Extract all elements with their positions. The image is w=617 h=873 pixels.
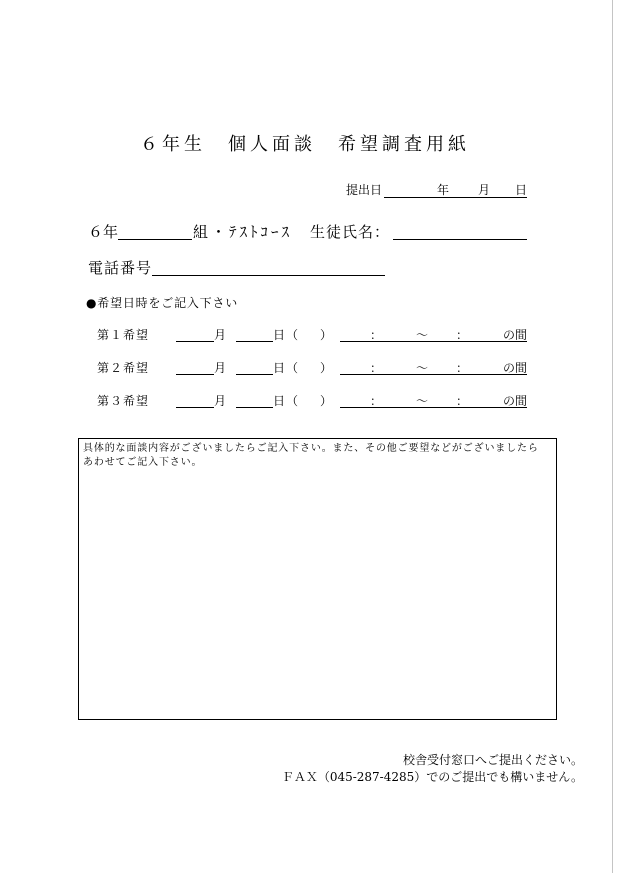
month-label: 月 [214, 361, 227, 375]
time-range-blank-line [340, 341, 527, 342]
submission-date-blank-line [384, 197, 527, 198]
student-info-row [0, 223, 600, 243]
day-blank-line [236, 374, 273, 375]
end-time-colon: ： [456, 361, 469, 375]
grade-label: ６年 [88, 223, 119, 241]
preference-label: 第１希望 [97, 328, 150, 342]
day-blank-line [236, 341, 273, 342]
time-range-tilde: ～ [416, 328, 429, 342]
submission-day-label: 日 [515, 183, 528, 197]
time-range-blank-line [340, 407, 527, 408]
between-label: の間 [503, 394, 528, 408]
weekday-paren-close: ） [320, 328, 333, 342]
between-label: の間 [503, 361, 528, 375]
day-label: 日 [273, 361, 286, 375]
day-blank-line [236, 407, 273, 408]
preference-label: 第２希望 [97, 361, 150, 375]
student-name-label: 生徒氏名： [310, 223, 391, 241]
submission-year-label: 年 [437, 183, 450, 197]
time-range-tilde: ～ [416, 361, 429, 375]
submission-month-label: 月 [478, 183, 491, 197]
preference-row [0, 361, 600, 377]
page-edge-line [612, 0, 613, 873]
phone-blank-line [152, 275, 385, 276]
month-label: 月 [214, 394, 227, 408]
phone-label: 電話番号 [88, 259, 153, 277]
start-time-colon: ： [370, 328, 383, 342]
weekday-paren-close: ） [320, 361, 333, 375]
phone-row [0, 259, 600, 279]
weekday-paren-open: （ [286, 328, 299, 342]
document-title: ６年生 個人面談 希望調査用紙 [140, 134, 470, 155]
preference-row [0, 394, 600, 410]
preference-label: 第３希望 [97, 394, 150, 408]
day-label: 日 [273, 394, 286, 408]
preferences-heading: ●希望日時をご記入下さい [86, 296, 239, 310]
end-time-colon: ： [456, 394, 469, 408]
student-name-blank-line [393, 239, 527, 240]
weekday-paren-open: （ [286, 394, 299, 408]
comments-prompt-line: あわせてご記入下さい。 [83, 457, 203, 468]
footer-submission-note: 校舎受付窓口へご提出ください。 [402, 753, 583, 767]
class-blank-line [118, 239, 192, 240]
start-time-colon: ： [370, 394, 383, 408]
comments-box [78, 438, 557, 720]
end-time-colon: ： [456, 328, 469, 342]
submission-date-label: 提出日 [346, 183, 383, 197]
month-blank-line [176, 374, 214, 375]
month-label: 月 [214, 328, 227, 342]
month-blank-line [176, 407, 214, 408]
time-range-blank-line [340, 374, 527, 375]
time-range-tilde: ～ [416, 394, 429, 408]
month-blank-line [176, 341, 214, 342]
start-time-colon: ： [370, 361, 383, 375]
day-label: 日 [273, 328, 286, 342]
submission-date-row [0, 183, 600, 199]
class-course-label: 組・ﾃｽﾄｺｰｽ [193, 223, 293, 241]
comments-prompt-line: 具体的な面談内容がございましたらご記入下さい。また、その他ご要望などがございましたら [83, 443, 539, 454]
footer-fax-note: ＦＡＸ（045-287-4285）でのご提出でも構いません。 [281, 770, 583, 784]
weekday-paren-open: （ [286, 361, 299, 375]
weekday-paren-close: ） [320, 394, 333, 408]
between-label: の間 [503, 328, 528, 342]
preference-row [0, 328, 600, 344]
